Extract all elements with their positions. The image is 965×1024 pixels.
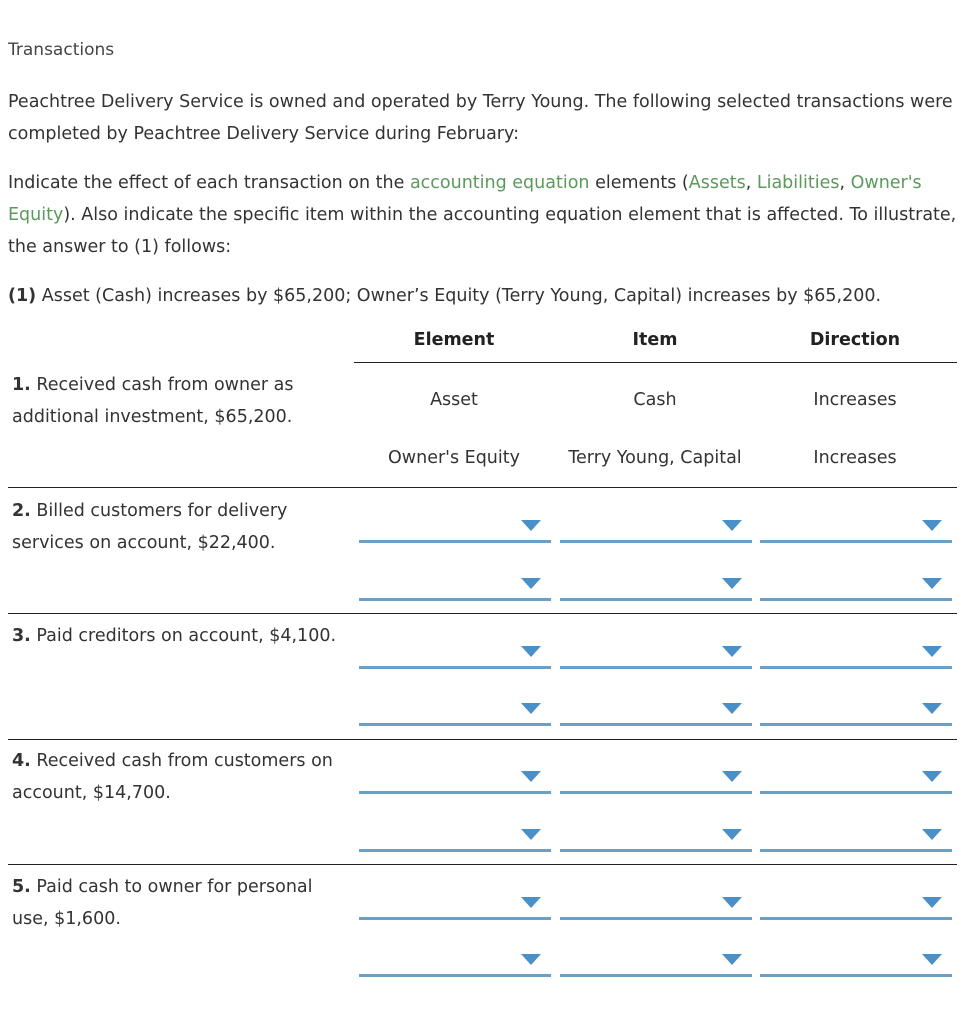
transaction-1-text: Received cash from owner as additional investment, $65,200. [12,375,294,427]
chevron-down-icon [521,829,541,840]
chevron-down-icon [722,829,742,840]
instructions-paragraph [8,167,958,263]
chevron-down-icon [722,646,742,657]
transaction-4-element-1-dropdown[interactable] [359,761,551,794]
transaction-4-number: 4. [12,751,31,771]
transaction-2-text: Billed customers for delivery services on account, $22,400. [12,501,288,553]
chevron-down-icon [922,703,942,714]
chevron-down-icon [722,703,742,714]
transaction-3-text: Paid creditors on account, $4,100. [30,626,337,646]
transaction-3-number: 3. [12,626,31,646]
chevron-down-icon [722,520,742,531]
term-assets[interactable]: Assets [688,173,746,193]
instructions-sep-1: , [745,173,757,193]
transaction-1-element-1: Asset [430,390,478,410]
transaction-1-direction-1: Increases [813,390,897,410]
column-header-direction: Direction [809,330,901,350]
term-liabilities[interactable]: Liabilities [756,173,840,193]
transaction-5-element-2-dropdown[interactable] [359,944,551,977]
transaction-4-item-1-dropdown[interactable] [560,761,752,794]
transaction-3-element-2-dropdown[interactable] [359,693,551,726]
term-accounting-equation[interactable]: accounting equation [409,173,590,193]
example-answer [8,280,958,312]
row-divider [8,739,957,740]
transaction-2-item-1-dropdown[interactable] [560,510,752,543]
instructions-text-1: Indicate the effect of each transaction on the [8,173,410,193]
instructions-text-2: elements ( [589,173,689,193]
transaction-2-element-1-dropdown[interactable] [359,510,551,543]
transaction-1-number: 1. [12,375,31,395]
transaction-3-direction-1-dropdown[interactable] [760,636,952,669]
transaction-4-item-2-dropdown[interactable] [560,819,752,852]
column-header-item: Item [632,330,678,350]
chevron-down-icon [922,954,942,965]
transaction-3-item-1-dropdown[interactable] [560,636,752,669]
transaction-4-direction-1-dropdown[interactable] [760,761,952,794]
transaction-4-description [12,745,352,809]
chevron-down-icon [521,897,541,908]
example-label: (1) [8,286,37,306]
transaction-3-direction-2-dropdown[interactable] [760,693,952,726]
transaction-5-number: 5. [12,877,31,897]
transaction-1-element-2: Owner's Equity [388,448,520,468]
transaction-4-text: Received cash from customers on account, $14,700. [12,751,333,803]
transaction-2-element-2-dropdown[interactable] [359,568,551,601]
row-divider [8,613,957,614]
transaction-5-description [12,871,352,935]
transaction-3-item-2-dropdown[interactable] [560,693,752,726]
section-title: Transactions [8,40,115,60]
chevron-down-icon [521,646,541,657]
chevron-down-icon [521,703,541,714]
transaction-2-description [12,495,352,559]
row-divider [8,864,957,865]
transaction-1-item-1: Cash [633,390,677,410]
transaction-2-direction-2-dropdown[interactable] [760,568,952,601]
chevron-down-icon [922,646,942,657]
instructions-sep-2: , [839,173,851,193]
chevron-down-icon [521,578,541,589]
transaction-1-item-2: Terry Young, Capital [568,448,742,468]
instructions-text-3: ). Also indicate the specific item within the accounting equation element that is affected. To illustrate, the answer to (1) follows: [8,205,957,257]
transaction-3-description [12,620,352,652]
transaction-4-element-2-dropdown[interactable] [359,819,551,852]
transaction-5-item-2-dropdown[interactable] [560,944,752,977]
transaction-5-text: Paid cash to owner for personal use, $1,600. [12,877,313,929]
chevron-down-icon [722,578,742,589]
chevron-down-icon [521,771,541,782]
chevron-down-icon [922,897,942,908]
chevron-down-icon [521,954,541,965]
transaction-2-item-2-dropdown[interactable] [560,568,752,601]
chevron-down-icon [722,897,742,908]
example-text: Asset (Cash) increases by $65,200; Owner’s Equity (Terry Young, Capital) increases by $65,200. [36,286,882,306]
chevron-down-icon [922,520,942,531]
transaction-5-direction-1-dropdown[interactable] [760,887,952,920]
term-owners-equity[interactable]: Owner's Equity [8,173,922,225]
intro-paragraph: Peachtree Delivery Service is owned and operated by Terry Young. The following selected transactions were completed by Peachtree Delivery Service during February: [8,92,953,144]
chevron-down-icon [722,954,742,965]
transaction-5-element-1-dropdown[interactable] [359,887,551,920]
transaction-1-direction-2: Increases [813,448,897,468]
chevron-down-icon [922,578,942,589]
transaction-4-direction-2-dropdown[interactable] [760,819,952,852]
row-divider [8,487,957,488]
chevron-down-icon [922,829,942,840]
transaction-3-element-1-dropdown[interactable] [359,636,551,669]
transaction-2-direction-1-dropdown[interactable] [760,510,952,543]
chevron-down-icon [722,771,742,782]
transaction-5-item-1-dropdown[interactable] [560,887,752,920]
transaction-5-direction-2-dropdown[interactable] [760,944,952,977]
transaction-2-number: 2. [12,501,31,521]
header-divider [354,362,957,363]
transaction-1-description [12,369,352,433]
chevron-down-icon [922,771,942,782]
column-header-element: Element [413,330,495,350]
chevron-down-icon [521,520,541,531]
